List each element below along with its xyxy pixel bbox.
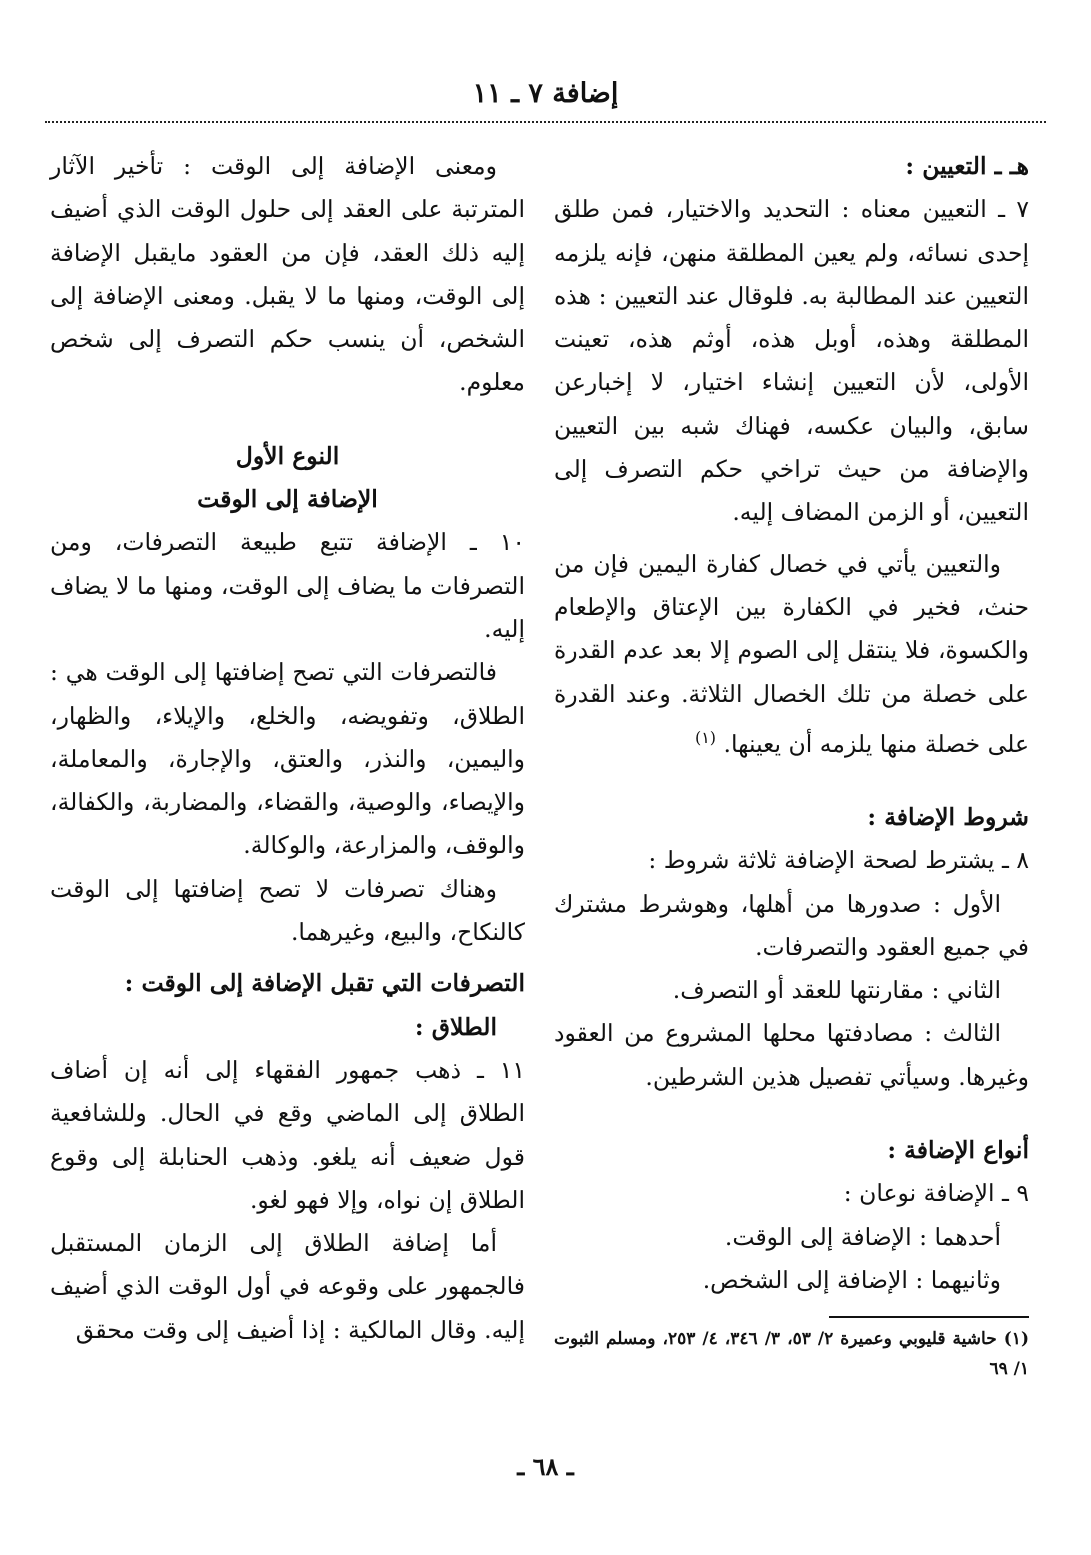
section-heading-tasarrufat: التصرفات التي تقبل الإضافة إلى الوقت : bbox=[124, 969, 525, 998]
spacer bbox=[50, 405, 525, 435]
type-first: أحدهما : الإضافة إلى الوقت. bbox=[724, 1222, 1001, 1251]
paragraph-10: ١٠ ـ الإضافة تتبع طبيعة التصرفات، ومن التصرفات ما يضاف إلى الوقت، ومنها ما لا يضاف إليه. bbox=[50, 528, 525, 643]
section-heading-naw: النوع الأول bbox=[235, 441, 340, 470]
paragraph-11b: أما إضافة الطلاق إلى الزمان المستقبل فالجمهور على وقوعه في أول الوقت الذي أضيف إليه. وقال المالكية : إذا أضيف إلى وقت محقق bbox=[50, 1229, 525, 1344]
section-heading-anwa: أنواع الإضافة : bbox=[887, 1136, 1029, 1165]
left-column bbox=[50, 145, 525, 1352]
paragraph-9: ٩ ـ الإضافة نوعان : bbox=[843, 1179, 1029, 1208]
footnote-marker: (١) bbox=[694, 727, 717, 747]
page-number: ـ ٦٨ ـ bbox=[517, 1452, 574, 1481]
condition-second: الثاني : مقارنتها للعقد أو التصرف. bbox=[672, 976, 1001, 1005]
section-heading-talaq: الطلاق : bbox=[414, 1012, 497, 1041]
header-dotted-rule bbox=[45, 121, 1046, 123]
spacer bbox=[554, 766, 1029, 796]
paragraph-10b: فالتصرفات التي تصح إضافتها إلى الوقت هي : الطلاق، وتفويضه، والخلع، والإيلاء، والظهار، واليمين، والنذر، والعتق، والإجارة، والمعاملة، والإيصاء، والوصية، والقضاء، والمضاربة، والكفالة، والوقف، والمزارعة، والوكالة. bbox=[50, 658, 525, 860]
paragraph-10c: وهناك تصرفات لا تصح إضافتها إلى الوقت كالنكاح، والبيع، وغيرهما. bbox=[50, 874, 525, 947]
condition-first: الأول : صدورها من أهلها، وهوشرط مشترك في جميع العقود والتصرفات. bbox=[554, 889, 1029, 961]
section-heading-tayin: هـ ـ التعيين : bbox=[905, 152, 1029, 180]
condition-third: الثالث : مصادفتها محلها المشروع من العقود وغيرها. وسيأتي تفصيل هذين الشرطين. bbox=[554, 1019, 1029, 1091]
paragraph-7b bbox=[554, 543, 1029, 766]
section-heading-shurut: شروط الإضافة : bbox=[867, 802, 1029, 831]
running-header: إضافة ٧ ـ ١١ bbox=[472, 78, 619, 109]
spacer bbox=[50, 954, 525, 962]
spacer bbox=[554, 535, 1029, 543]
spacer bbox=[554, 1099, 1029, 1129]
footnote-rule bbox=[829, 1316, 1029, 1318]
paragraph-intro: ومعنى الإضافة إلى الوقت : تأخير الآثار المترتبة على العقد إلى حلول الوقت الذي أضيف إليه ذلك العقد، فإن من العقود مايقبل الإضافة إلى الوقت، ومنها ما لا يقبل. ومعنى الإضافة إلى الشخص، أن ينسب حكم التصرف إلى شخص معلوم. bbox=[50, 152, 525, 397]
footnote-1: (١) حاشية قليوبي وعميرة ٢/ ٥٣، ٣/ ٣٤٦، ٤/ ٢٥٣، ومسلم الثبوت ١/ ٦٩ bbox=[554, 1329, 1029, 1380]
paragraph-11: ١١ ـ ذهب جمهور الفقهاء إلى أنه إن أضاف الطلاق إلى الماضي وقع في الحال. وللشافعية قول ضعيف أنه يلغو. وذهب الحنابلة إلى وقوع الطلاق إن نواه، وإلا فهو لغو. bbox=[50, 1055, 525, 1214]
paragraph-7b-text: والتعيين يأتي في خصال كفارة اليمين فإن من حنث، فخير في الكفارة بين الإعتاق والإطعام والكسوة، فلا ينتقل إلى الصوم إلا بعد عدم القدرة على خصلة من تلك الخصال الثلاثة. وعند القدرة على خصلة منها يلزمه أن يعينها. bbox=[554, 549, 1029, 758]
section-subheading-waqt: الإضافة إلى الوقت bbox=[197, 485, 378, 514]
type-second: وثانيهما : الإضافة إلى الشخص. bbox=[702, 1265, 1001, 1294]
paragraph-8: ٨ ـ يشترط لصحة الإضافة ثلاثة شروط : bbox=[648, 846, 1029, 875]
right-column bbox=[554, 145, 1029, 1384]
paragraph-7: ٧ ـ التعيين معناه : التحديد والاختيار، فمن طلق إحدى نسائه، ولم يعين المطلقة منهن، فإنه يلزمه التعيين عند المطالبة به. فلوقال عند التعيين : هذه المطلقة وهذه، أوبل هذه، أوثم هذه، تعينت الأولى، لأن التعيين إنشاء اختيار، لا إخبارعن سابق، والبيان عكسه، فهناك شبه بين التعيين والإضافة من حيث تراخي حكم التصرف إلى التعيين، أو الزمن المضاف إليه. bbox=[554, 195, 1029, 527]
